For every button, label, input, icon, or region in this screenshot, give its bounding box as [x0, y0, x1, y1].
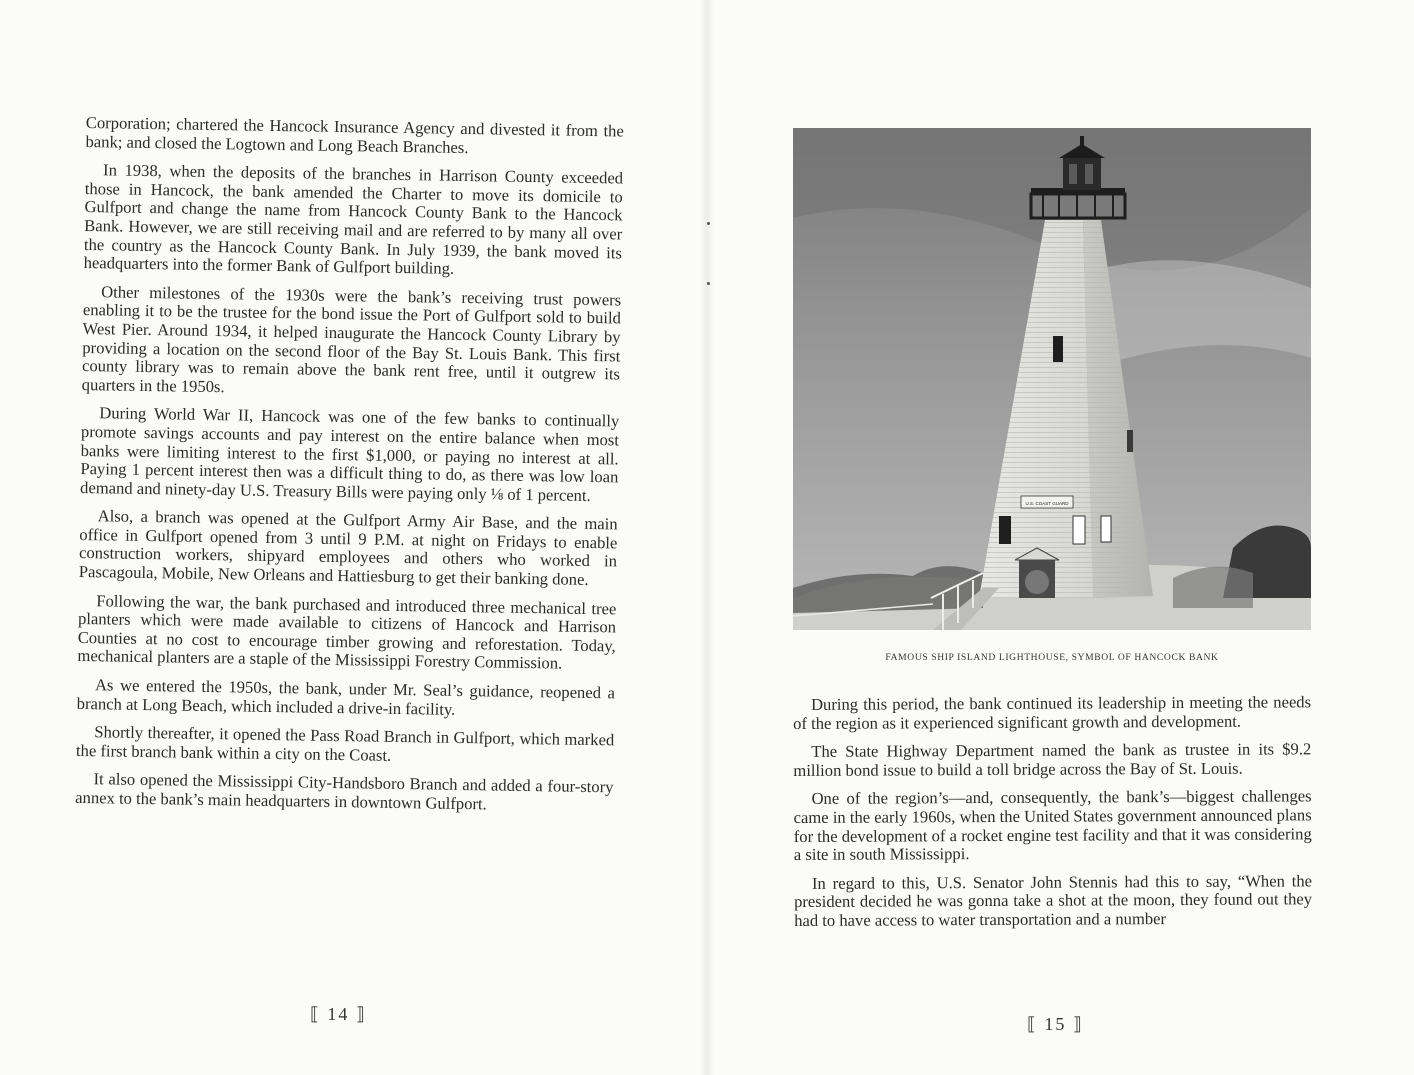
- paragraph: Also, a branch was opened at the Gulfport Army Air Base, and the main office in Gulfport opened from 3 until 9 P.M. at night on Fridays to enable construction workers, shipyard employees and others who worked in Pascagoula, Mobile, New Orleans and Hattiesburg to get their banking done.: [78, 506, 618, 590]
- book-gutter: [700, 0, 714, 1075]
- page-number: ⟦ 14 ⟧: [310, 1004, 367, 1024]
- scan-speck: [707, 282, 710, 285]
- right-page: [707, 0, 1414, 1075]
- paragraph: It also opened the Mississippi City-Handsboro Branch and added a four-story annex to the bank’s main headquarters in downtown Gulfport.: [75, 769, 614, 814]
- paragraph: Corporation; chartered the Hancock Insurance Agency and divested it from the bank; and closed the Logtown and Long Beach Branches.: [85, 113, 624, 157]
- paragraph: One of the region’s—and, consequently, the bank’s—biggest challenges came in the early 1960s, when the United States government announced plans for the development of a rocket engine test facility and that it was considering a site in south Mississippi.: [793, 786, 1312, 865]
- left-page-text: [75, 114, 624, 826]
- page-number: ⟦ 15 ⟧: [1027, 1014, 1084, 1034]
- lighthouse-photo: [793, 128, 1311, 630]
- lighthouse-illustration: [793, 128, 1311, 630]
- paragraph: The State Highway Department named the bank as trustee in its $9.2 million bond issue to build a toll bridge across the Bay of St. Louis.: [793, 739, 1312, 780]
- photo-caption: FAMOUS SHIP ISLAND LIGHTHOUSE, SYMBOL OF HANCOCK BANK: [885, 652, 1219, 663]
- right-page-text: [793, 693, 1312, 940]
- paragraph: In regard to this, U.S. Senator John Stennis had this to say, “When the president decided he was gonna take a shot at the moon, they found out they had to have access to water transportation and a number: [794, 871, 1313, 930]
- paragraph: In 1938, when the deposits of the branches in Harrison County exceeded those in Hancock, the bank amended the Charter to move its domicile to Gulfport and change the name from Hancock County Bank to the Hancock Bank. However, we are still receiving mail and are referred to by many all over the country as the Hancock County Bank. In July 1939, the bank moved its headquarters into the former Bank of Gulfport building.: [83, 160, 624, 278]
- paragraph: Other milestones of the 1930s were the bank’s receiving trust powers enabling it to be the trustee for the bond issue the Port of Gulfport sold to build West Pier. Around 1934, it helped inaugurate the Hancock County Library by providing a location on the second floor of the Bay St. Louis Bank. This first county library was to remain above the bank rent free, until it outgrew its quarters in the 1950s.: [81, 282, 622, 396]
- paragraph: During World War II, Hancock was one of the few banks to continually promote savings accounts and pay interest on the entire balance when most banks were limiting interest to the first $1,000, or paying no interest at all. Paying 1 percent interest then was a difficult thing to do, as there was low loan demand and ninety-day U.S. Treasury Bills were paying only ⅛ of 1 percent.: [79, 403, 620, 505]
- paragraph: As we entered the 1950s, the bank, under Mr. Seal’s guidance, reopened a branch at Long Beach, which included a drive-in facility.: [76, 675, 616, 719]
- paragraph: Shortly thereafter, it opened the Pass Road Branch in Gulfport, which marked the first branch bank within a city on the Coast.: [75, 722, 615, 765]
- paragraph: Following the war, the bank purchased and introduced three mechanical tree planters which were made available to citizens of Hancock and Harrison Counties at no cost to encourage timber growing and reforestation. Today, mechanical planters are a staple of the Mississippi Forestry Commission.: [77, 590, 617, 673]
- paragraph: During this period, the bank continued its leadership in meeting the needs of the region as it experienced significant growth and development.: [793, 692, 1312, 733]
- coast-guard-sign: U.S. COAST GUARD: [1025, 501, 1069, 506]
- scan-speck: [707, 222, 710, 225]
